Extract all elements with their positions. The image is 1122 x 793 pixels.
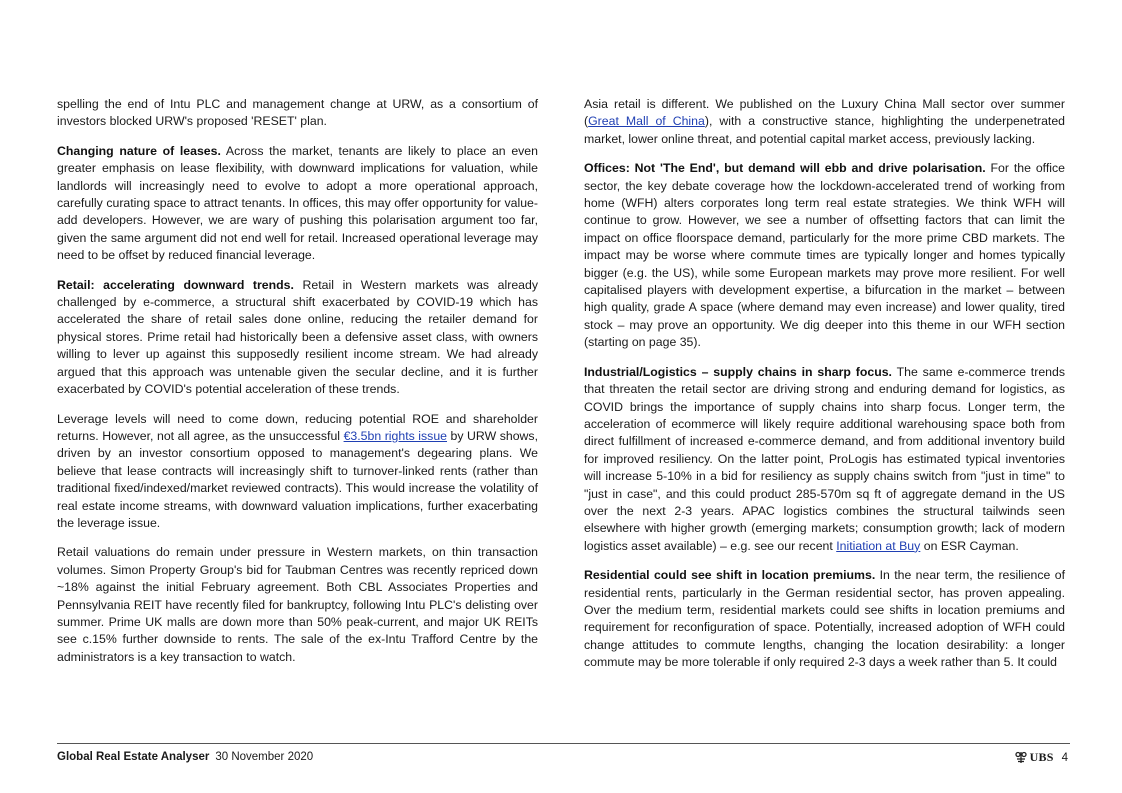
paragraph-residential: Residential could see shift in location premiums. In the near term, the resilience of residential rents, particularly in the German residential sector, has proven appealing. Over the medium term, residential markets could see shifts in location premiums and requirement for reconfiguration of space. Potentially, increased adoption of WFH could change attitudes to commute lengths, changing the location desirability: a longer commute may be more tolerable if only required 2-3 days a week rather than 5. It could [584, 568, 1065, 670]
footer-divider [57, 743, 1070, 744]
ubs-keys-icon [1014, 751, 1028, 764]
heading-retail-trends: Retail: accelerating downward trends. [57, 277, 294, 292]
ubs-logo [1014, 750, 1054, 765]
paragraph-leverage: Leverage levels will need to come down, reducing potential ROE and shareholder returns. However, not all agree, as the unsuccessful €3.5bn rights issue by URW shows, driven by an investor consortium opposed to management's degearing plans. We believe that lease contracts will increasingly shift to turnover-linked rents (rather than traditional fixed/indexed/market reviewed contracts). This would increase the volatility of real estate income streams, with downward valuation implications, further exacerbating the leverage issue. [57, 411, 538, 530]
publication-date: 30 November 2020 [215, 751, 314, 763]
link-great-mall-of-china[interactable]: Great Mall of China [588, 114, 705, 129]
paragraph-offices: Offices: Not 'The End', but demand will ebb and drive polarisation. For the office sector, the key debate coverage how the lockdown-accelerated trend of working from home (WFH) alters corporates long term real estate strategies. We think WFH will continue to grow. However, we see a number of offsetting factors that can limit the impact on office floorspace demand, particularly for the more prime CBD markets. The impact may be worse where commute times are typically longer and homes typically bigger (e.g. the US), while some European markets may prove more resilient. For well capitalised players with development expertise, a bifurcation in the market – between high quality, grade A space (where demand may even increase) and lower quality, tired stock – may prove an opportunity. We dig deeper into this theme in our WFH section (starting on page 35). [584, 161, 1065, 350]
heading-logistics: Industrial/Logistics – supply chains in sharp focus. [584, 364, 892, 379]
paragraph-intu-consortium: spelling the end of Intu PLC and management change at URW, as a consortium of investors blocked URW's proposed 'RESET' plan. [57, 97, 538, 129]
publication-title: Global Real Estate Analyser [57, 751, 210, 763]
paragraph-logistics: Industrial/Logistics – supply chains in sharp focus. The same e-commerce trends that threaten the retail sector are driving strong and enduring demand for logistics, as COVID brings the importance of supply chains into sharp focus. Longer term, the acceleration of ecommerce will likely require additional warehousing space both from direct fulfillment of increased e-commerce demand, and from additional inventory build for improved resiliency. On the latter point, ProLogis has estimated typical inventories will increase 5-10% in a bid for resiliency as supply chains switch from "just in time" to "just in case", and this could product 285-570m sq ft of aggregate demand in the US over the next 2-3 years. APAC logistics combines the structural tailwinds seen elsewhere with higher growth (emerging markets; consumption growth; lack of modern logistics asset available) – e.g. see our recent Initiation at Buy on ESR Cayman. [584, 364, 1065, 553]
heading-offices: Offices: Not 'The End', but demand will ebb and drive polarisation. [584, 161, 986, 176]
paragraph-retail-trends: Retail: accelerating downward trends. Retail in Western markets was already challenged by e-commerce, a structural shift exacerbated by COVID-19 which has accelerated the share of retail sales done online, reducing the retailer demand for physical stores. Prime retail had historically been a defensive asset class, with owners willing to lever up against this supposedly resilient income stream. We had already argued that this approach was untenable given the secular decline, and it is further exacerbated by COVID's potential acceleration of these trends. [57, 277, 538, 397]
right-column [584, 96, 1065, 684]
ubs-logo-text: UBS [1029, 750, 1054, 764]
heading-residential: Residential could see shift in location premiums. [584, 568, 876, 583]
page-number: 4 [1061, 751, 1068, 764]
paragraph-retail-valuations: Retail valuations do remain under pressure in Western markets, on thin transaction volumes. Simon Property Group's bid for Taubman Centres was recently repriced down ~18% against the initial February agreement. Both CBL Associates Properties and Pennsylvania REIT have recently filed for bankruptcy, following Intu PLC's delisting over summer. Prime UK malls are down more than 50% peak-current, and major UK REITs see c.15% further downside to rents. The sale of the ex-Intu Trafford Centre by the administrators is a key transaction to watch. [57, 545, 538, 664]
left-column [57, 96, 538, 678]
footer-publication [57, 751, 313, 763]
paragraph-leases: Changing nature of leases. Across the market, tenants are likely to place an even greater emphasis on lease flexibility, with downward implications for valuation, while landlords will increasingly need to evolve to adopt a more operational approach, carefully curating space to attract tenants. In offices, this may offer opportunity for value-add developers. However, we are wary of pushing this polarisation argument too far, given the same argument did not end well for retail. Increased operational leverage may need to be offset by reduced financial leverage. [57, 143, 538, 263]
footer-brand [1014, 750, 1068, 765]
paragraph-asia-retail: Asia retail is different. We published on the Luxury China Mall sector over summer (Great Mall of China), with a constructive stance, highlighting the underpenetrated market, lower online threat, and potential capital market access, previously lacking. [584, 97, 1066, 146]
link-rights-issue[interactable]: €3.5bn rights issue [343, 428, 448, 443]
heading-changing-leases: Changing nature of leases. [57, 143, 221, 158]
link-initiation-at-buy[interactable]: Initiation at Buy [836, 538, 921, 553]
